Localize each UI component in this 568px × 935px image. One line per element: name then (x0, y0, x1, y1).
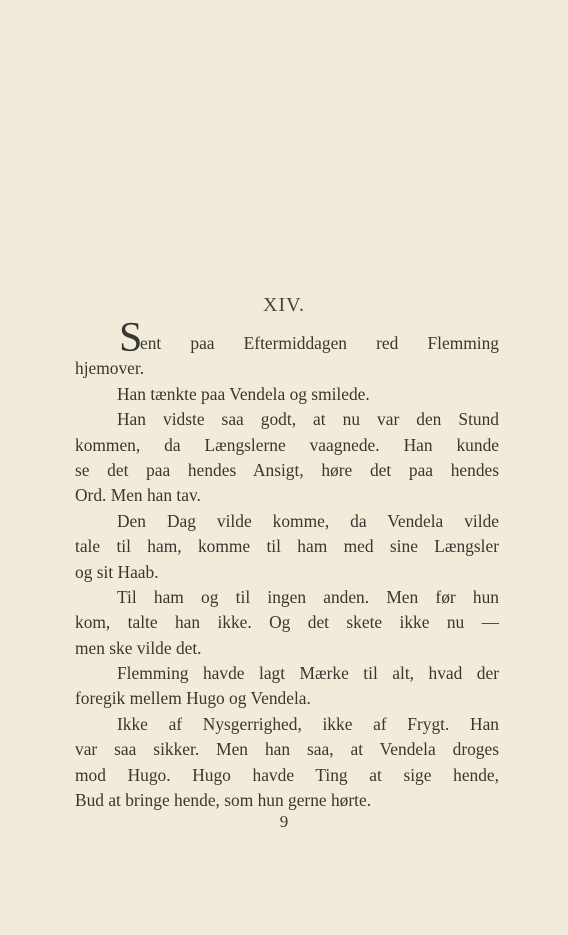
page-number: 9 (279, 812, 289, 831)
text-line-content: ent paa Eftermiddagen red Flemming (140, 333, 499, 353)
text-line: foregik mellem Hugo og Vendela. (75, 688, 311, 709)
text-line: Ikke af Nysgerrighed, ikke af Frygt. Han (117, 713, 499, 734)
body-text (75, 315, 499, 813)
chapter-heading: XIV. (263, 294, 305, 316)
text-line: hjemover. (75, 358, 145, 379)
text-line: Den Dag vilde komme, da Vendela vilde (117, 510, 499, 531)
text-line: men ske vilde det. (75, 637, 202, 658)
text-line: Til ham og til ingen anden. Men før hun (117, 586, 499, 607)
text-line: se det paa hendes Ansigt, høre det paa hendes (75, 459, 499, 480)
text-line: Han tænkte paa Vendela og smilede. (117, 383, 370, 404)
drop-cap: S (119, 315, 143, 361)
text-line: Ord. Men han tav. (75, 485, 201, 506)
text-line: Bud at bringe hende, som hun gerne hørte. (75, 790, 372, 811)
text-line: og sit Haab. (75, 561, 159, 582)
text-line: kom, talte han ikke. Og det skete ikke nu — (75, 612, 499, 633)
text-line: kommen, da Længslerne vaagnede. Han kunde (75, 434, 499, 455)
text-line: mod Hugo. Hugo havde Ting at sige hende, (75, 764, 499, 785)
text-line: Han vidste saa godt, at nu var den Stund (117, 409, 499, 430)
text-line: Flemming havde lagt Mærke til alt, hvad der (117, 663, 499, 684)
text-line-first (75, 315, 499, 361)
text-line: var saa sikker. Men han saa, at Vendela droges (75, 739, 499, 760)
text-line: tale til ham, komme til ham med sine Længsler (75, 536, 499, 557)
